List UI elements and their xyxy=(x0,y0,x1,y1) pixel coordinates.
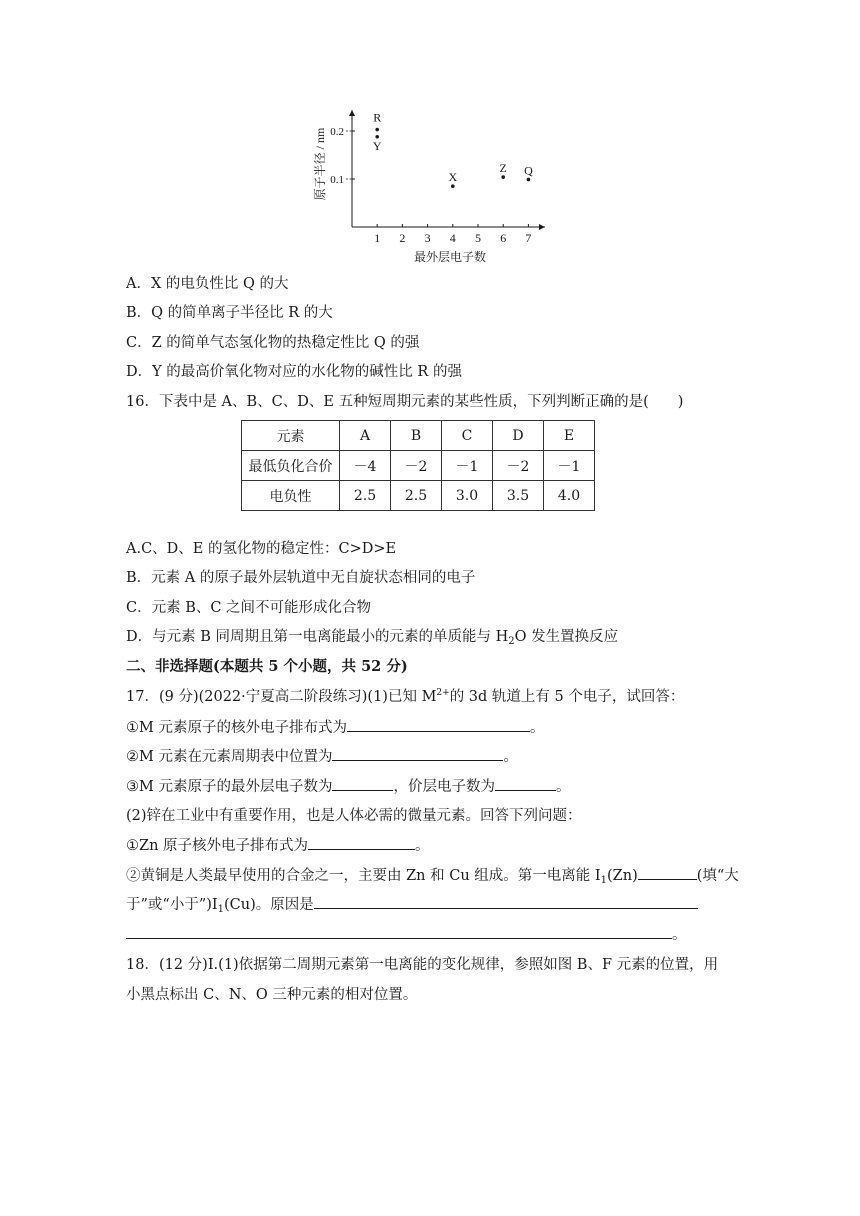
table-row xyxy=(242,481,595,511)
q17-sub1-end: 。 xyxy=(529,720,545,736)
q16-option-c: C．元素 B、C 之间不可能形成化合物 xyxy=(126,600,372,616)
table-cell: －1 xyxy=(544,451,595,481)
x-tick-label: 6 xyxy=(500,231,507,245)
q16-option-d xyxy=(126,627,618,647)
q17-sub7 xyxy=(126,924,687,945)
answer-blank[interactable] xyxy=(126,924,672,939)
q17-sub5-text-end: (填“大 xyxy=(696,868,739,884)
q17-sub4-text: ①Zn 原子核外电子排布式为 xyxy=(126,838,309,854)
element-properties-table xyxy=(241,420,595,511)
q17-sub1 xyxy=(126,717,544,738)
answer-blank[interactable] xyxy=(638,865,697,880)
y-axis-label: 原子半径 / nm xyxy=(313,127,327,201)
q17-sub7-end: 。 xyxy=(672,927,687,943)
y-tick-label: 0.1 xyxy=(330,174,344,186)
table-cell: 元素 xyxy=(242,421,340,451)
q15-option-c: C．Z 的简单气态氢化物的热稳定性比 Q 的强 xyxy=(126,335,420,351)
q17-stem-text-end: 的 3d 轨道上有 5 个电子，试回答： xyxy=(449,689,685,705)
table-cell: 电负性 xyxy=(242,481,340,511)
q15-option-d: D．Y 的最高价氧化物对应的水化物的碱性比 R 的强 xyxy=(126,364,462,380)
table-cell: －2 xyxy=(391,451,442,481)
q17-sub2-end: 。 xyxy=(503,749,518,765)
table-cell: B xyxy=(391,421,442,451)
q17-sub3-text: ③M 元素原子的最外层电子数为 xyxy=(126,779,333,795)
q17-sub6 xyxy=(126,894,698,915)
table-cell: －1 xyxy=(442,451,493,481)
section-heading: 二、非选择题(本题共 5 个小题，共 52 分) xyxy=(126,658,408,675)
x-tick-label: 5 xyxy=(475,231,481,245)
table-cell: 2.5 xyxy=(340,481,391,511)
table-cell: －4 xyxy=(340,451,391,481)
table-cell: 3.5 xyxy=(493,481,544,511)
table-cell: －2 xyxy=(493,451,544,481)
table-row xyxy=(242,421,595,451)
point-label: Z xyxy=(499,161,507,176)
answer-blank[interactable] xyxy=(332,776,393,791)
q17-sub6-text: 于”或“小于”)I xyxy=(126,897,218,913)
table-row xyxy=(242,451,595,481)
subscript: 2 xyxy=(508,636,515,647)
x-axis-label: 最外层电子数 xyxy=(413,250,487,264)
table-cell: E xyxy=(544,421,595,451)
q17-sub1-text: ①M 元素原子的核外电子排布式为 xyxy=(126,720,347,736)
q17-sub4 xyxy=(126,835,430,856)
answer-blank[interactable] xyxy=(347,717,530,732)
q17-sub3-text-mid: ，价层电子数为 xyxy=(393,779,495,795)
q17-sub5-text: ②黄铜是人类最早使用的合金之一，主要由 Zn 和 Cu 组成。第一电离能 I xyxy=(126,868,601,884)
y-tick-label: 0.2 xyxy=(330,126,344,138)
q17-part2-stem: (2)锌在工业中有重要作用，也是人体必需的微量元素。回答下列问题： xyxy=(126,808,582,824)
q16-stem: 16．下表中是 A、B、C、D、E 五种短周期元素的某些性质，下列判断正确的是( ) xyxy=(126,394,684,410)
q17-sub5-text-zn: (Zn) xyxy=(607,868,638,884)
q17-sub3-end: 。 xyxy=(555,779,571,795)
x-tick-label: 7 xyxy=(525,231,532,245)
q17-stem xyxy=(126,687,684,707)
q17-sub4-end: 。 xyxy=(415,838,430,854)
answer-blank[interactable] xyxy=(308,835,415,850)
table-cell: C xyxy=(442,421,493,451)
q17-sub2-text: ②M 元素在元素周期表中位置为 xyxy=(126,749,333,765)
table-cell: 4.0 xyxy=(544,481,595,511)
table-cell: 3.0 xyxy=(442,481,493,511)
x-tick-label: 4 xyxy=(449,231,456,245)
q16-option-a: A.C、D、E 的氢化物的稳定性：C>D>E xyxy=(126,541,397,557)
table-cell: D xyxy=(493,421,544,451)
point-label: R xyxy=(373,110,382,125)
superscript: 2+ xyxy=(436,688,450,698)
point-label: X xyxy=(448,170,458,185)
subscript: 1 xyxy=(600,875,607,886)
x-tick-label: 1 xyxy=(374,231,381,245)
q16-option-d-text: D．与元素 B 同周期且第一电离能最小的元素的单质能与 H xyxy=(126,629,509,645)
data-point-x xyxy=(451,184,455,188)
q15-option-b: B．Q 的简单离子半径比 R 的大 xyxy=(126,305,333,321)
q17-sub6-text-end: (Cu)。原因是 xyxy=(224,897,314,913)
q16-option-b: B．元素 A 的原子最外层轨道中无自旋状态相同的电子 xyxy=(126,570,476,586)
radius-chart xyxy=(300,104,560,270)
q17-sub5 xyxy=(126,865,739,886)
table-cell: A xyxy=(340,421,391,451)
q18-stem: 18．(12 分)Ⅰ.(1)依据第二周期元素第一电离能的变化规律，参照如图 B、F 元素的位置，用 xyxy=(126,957,719,973)
q15-option-a: A．X 的电负性比 Q 的大 xyxy=(126,276,289,292)
q17-stem-text: 17．(9 分)(2022·宁夏高二阶段练习)(1)已知 M xyxy=(126,689,437,705)
x-tick-label: 3 xyxy=(424,231,431,245)
subscript: 1 xyxy=(217,904,224,915)
point-label: Q xyxy=(524,163,533,178)
data-point-r xyxy=(375,128,379,132)
table-cell: 2.5 xyxy=(391,481,442,511)
data-point-z xyxy=(501,175,505,179)
answer-blank[interactable] xyxy=(314,894,698,909)
q17-sub2 xyxy=(126,746,518,767)
q18-stem-cont: 小黑点标出 C、N、O 三种元素的相对位置。 xyxy=(126,987,418,1003)
q17-sub3 xyxy=(126,776,570,797)
data-point-q xyxy=(527,178,531,182)
q16-option-d-text-end: O 发生置换反应 xyxy=(514,629,619,645)
answer-blank[interactable] xyxy=(332,746,503,761)
x-tick-label: 2 xyxy=(399,231,406,245)
answer-blank[interactable] xyxy=(495,776,556,791)
point-label: Y xyxy=(372,138,382,153)
table-cell: 最低负化合价 xyxy=(242,451,340,481)
